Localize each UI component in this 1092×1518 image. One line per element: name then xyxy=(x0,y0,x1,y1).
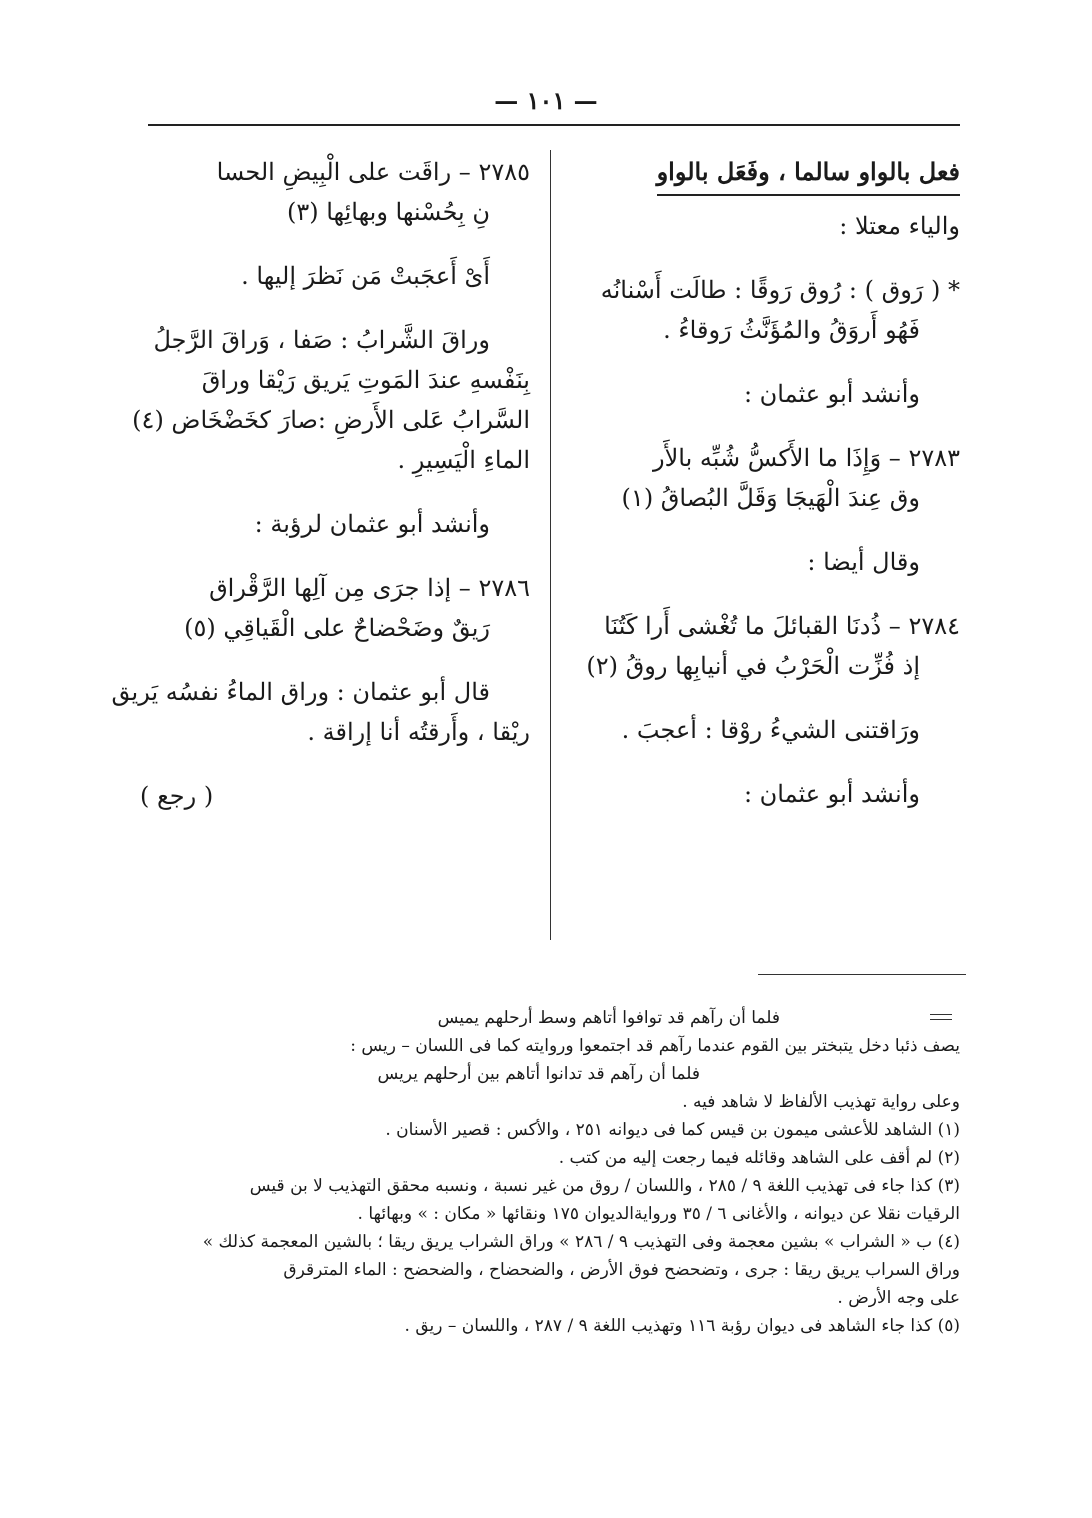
footnote-line: الرقيات نقلا عن ديوانه ، والأغانى ٦ / ٣٥ وروايةالديوان ١٧٥ ونقائها « مكان : » وبهائها . xyxy=(357,1204,960,1224)
section-marker: ( رجع ) xyxy=(140,782,214,810)
verse-2786-line1: ٢٧٨٦ – إذا جرَى مِن آلِها الرَّقْراق xyxy=(209,574,530,602)
header-rule xyxy=(148,124,960,126)
text-line: السَّرابُ عَلى الأَرضِ :صارَ كخَضْخَاض (٤) xyxy=(132,406,530,434)
verse-2786-line2: رَيقٌ وضَحْضاحٌ على الْقَياقِي (٥) xyxy=(184,614,490,642)
text-line: أَىْ أَعجَبتْ مَن نَظرَ إليها . xyxy=(241,262,490,290)
text-line: بِنَفْسهِ عندَ المَوتِ يَريق رَيْقا وراقَ xyxy=(201,366,530,394)
footnote-1: (١) الشاهد للأعشى ميمون بن قيس كما فى ديوانه ٢٥١ ، والأكس : قصير الأسنان . xyxy=(385,1120,960,1140)
text-line: وأنشد أبو عثمان لرؤبة : xyxy=(254,510,490,538)
footnote-line: فلما أن رآهم قد تدانوا أتاهم بين أرحلهم يريس xyxy=(377,1064,700,1084)
footnote-line: يصف ذئبا دخل يتبختر بين القوم عندما رآهم قد اجتمعوا وروايته كما فى اللسان – ريس : xyxy=(350,1036,960,1056)
footnote-4: (٤) ب « الشراب » بشين معجمة وفى التهذيب ٩ / ٢٨٦ » وراق الشراب يريق ريقا ؛ بالشين المعجمة كذلك » xyxy=(202,1232,960,1252)
entry-rawq: * ( رَوق ) : رُوق رَوقًا : طالَت أَسْنانُه xyxy=(600,276,960,304)
page-number: — ١٠١ — xyxy=(494,86,598,115)
footnote-line: على وجه الأرض . xyxy=(837,1288,960,1308)
footnote-rule xyxy=(758,974,966,975)
text-line: وراقَ الشَّرابُ : صَفا ، وَراقَ الرَّجلُ xyxy=(153,326,490,354)
text-line: قال أبو عثمان : وراق الماءُ نفسُه يَريق xyxy=(111,678,490,706)
verse-2785-line1: ٢٧٨٥ – راقَت على الْبِيضِ الحسا xyxy=(216,158,530,186)
footnote-5: (٥) كذا جاء الشاهد فى ديوان رؤبة ١١٦ وتهذيب اللغة ٩ / ٢٨٧ ، واللسان – ريق . xyxy=(404,1316,960,1336)
verse-2785-line2: نِ بِحُسْنها وبهائِها (٣) xyxy=(286,198,490,226)
verse-2784-line1: ٢٧٨٤ – ذُدنَا القبائلَ ما تُغْشى أَرا كَتُنَا xyxy=(604,612,960,640)
text-line: وأنشد أبو عثمان : xyxy=(743,780,920,808)
footnote-line: وراق السراب يريق ريقا : جرى ، وتضحضح فوق الأرض ، والضحضاح ، والضحضح : الماء المترقرق xyxy=(283,1260,960,1280)
footnote-line: فلما أن رآهم قد توافوا أتاهم وسط أرحلهم يميس xyxy=(437,1008,780,1028)
text-line: ريْقا ، وأَرقتُه أنا إراقة . xyxy=(307,718,530,746)
text-line: وأنشد أبو عثمان : xyxy=(743,380,920,408)
text-line: فَهُو أَروَقُ والمُؤَنَّثُ رَوقاءُ . xyxy=(663,316,920,344)
right-column xyxy=(580,152,960,814)
left-column xyxy=(111,152,530,816)
footnote-2: (٢) لم أقف على الشاهد وقائله فيما رجعت إليه من كتب . xyxy=(558,1148,960,1168)
footnote-3: (٣) كذا جاء فى تهذيب اللغة ٩ / ٢٨٥ ، واللسان / روق من غير نسبة ، ونسبه محقق التهذيب لا بن قيس xyxy=(249,1176,960,1196)
section-heading: فعل بالواو سالما ، وفَعَل بالواو xyxy=(657,152,960,196)
footnotes xyxy=(140,1004,960,1340)
verse-2783-line2: وق عِندَ الْهَيجَا وَقَلَّ البُصاقُ (١) xyxy=(621,484,920,512)
text-line: والياء معتلا : xyxy=(839,212,960,240)
verse-2784-line2: إذ فُزِّت الْحَرْبُ في أنيابِها روقُ (٢) xyxy=(586,652,920,680)
text-line: الماءِ الْيَسِيرِ . xyxy=(397,446,530,474)
text-line: ورَاقتنى الشيءُ روْقا : أعجبَ . xyxy=(621,716,920,744)
column-divider xyxy=(550,150,551,940)
verse-2783-line1: ٢٧٨٣ – وَإِذَا ما الأَكسُّ شُبِّه بالأَر xyxy=(653,444,960,472)
text-line: وقال أيضا : xyxy=(807,548,920,576)
footnote-line: وعلى رواية تهذيب الألفاظ لا شاهد فيه . xyxy=(682,1092,960,1112)
